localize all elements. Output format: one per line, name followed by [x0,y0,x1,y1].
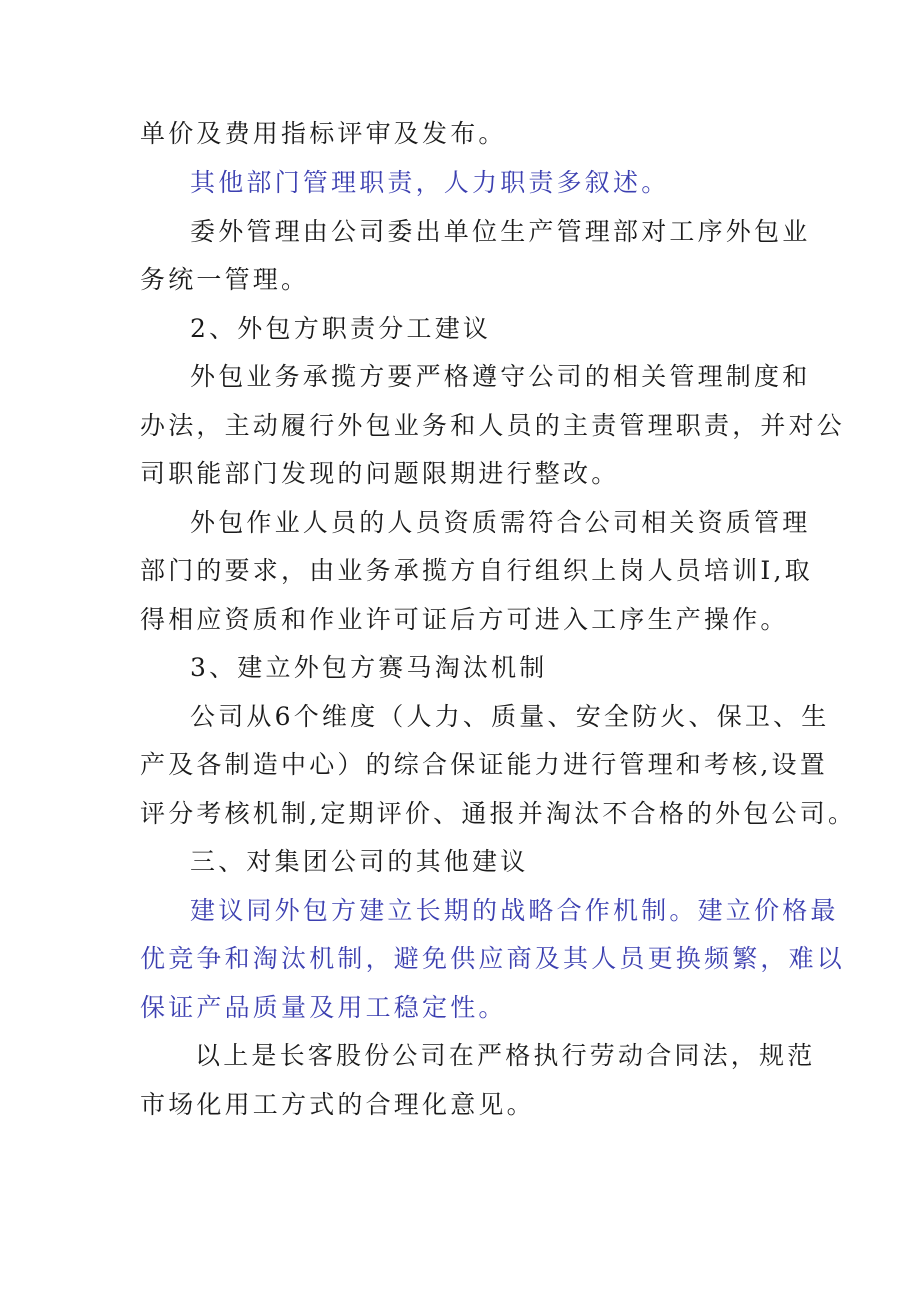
paragraph-line: 务统一管理。 [140,265,310,294]
highlighted-paragraph-line: 保证产品质量及用工稳定性。 [140,993,507,1022]
section-heading: 3、建立外包方赛马淘汰机制 [190,653,548,682]
paragraph-line: 司职能部门发现的问题限期进行整改。 [140,459,620,488]
paragraph-line: 市场化用工方式的合理化意见。 [140,1090,535,1119]
paragraph-line: 委外管理由公司委出单位生产管理部对工序外包业 [190,217,811,246]
paragraph-line: 外包作业人员的人员资质需符合公司相关资质管理 [190,508,811,537]
paragraph-line: 评分考核机制,定期评价、通报并淘汰不合格的外包公司。 [140,799,857,828]
paragraph-line: 部门的要求，由业务承揽方自行组织上岗人员培训I,取 [140,556,813,585]
paragraph-line: 得相应资质和作业许可证后方可进入工序生产操作。 [140,605,789,634]
paragraph-line: 单价及费用指标评审及发布。 [140,119,507,148]
paragraph-line: 办法，主动履行外包业务和人员的主责管理职责，并对公 [140,411,846,440]
section-heading: 三、对集团公司的其他建议 [190,847,529,876]
section-heading: 2、外包方职责分工建议 [190,314,492,343]
highlighted-paragraph-line: 建议同外包方建立长期的战略合作机制。建立价格最 [190,896,839,925]
paragraph-line: 以上是长客股份公司在严格执行劳动合同法，规范 [195,1041,816,1070]
highlighted-paragraph-line: 优竞争和淘汰机制，避免供应商及其人员更换频繁，难以 [140,944,846,973]
highlighted-note: 其他部门管理职责，人力职责多叙述。 [190,168,670,197]
paragraph-line: 公司从6个维度（人力、质量、安全防火、保卫、生 [190,702,830,731]
paragraph-line: 外包业务承揽方要严格遵守公司的相关管理制度和 [190,362,811,391]
paragraph-line: 产及各制造中心）的综合保证能力进行管理和考核,设置 [140,750,828,779]
